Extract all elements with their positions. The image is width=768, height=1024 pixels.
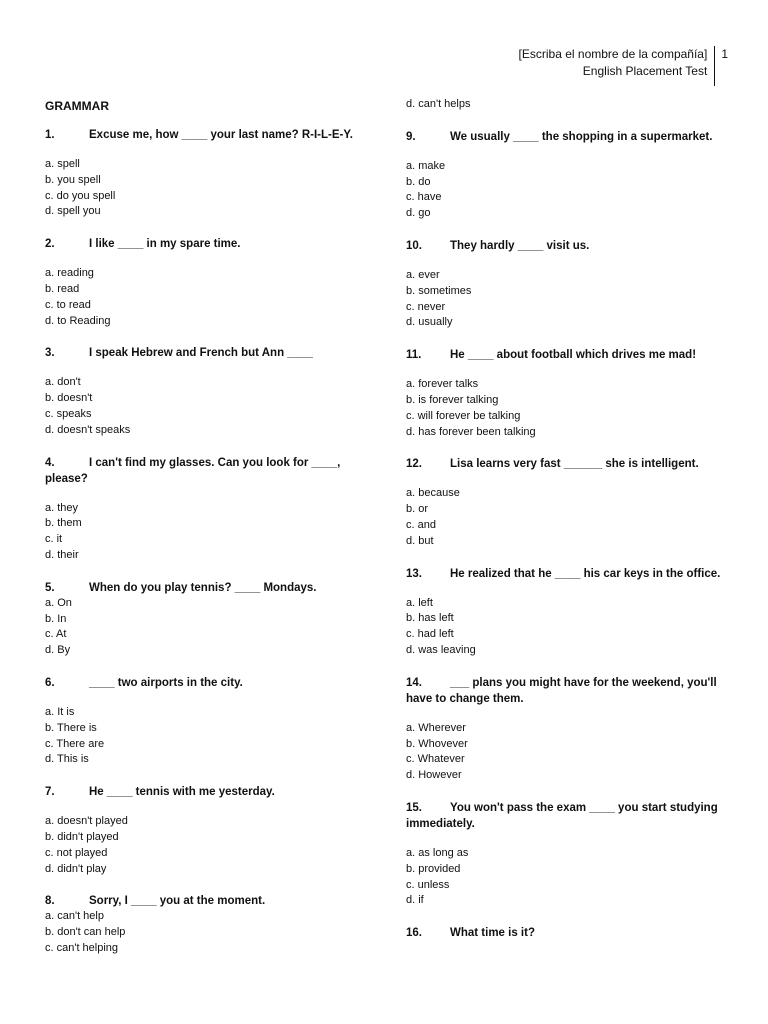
question-text: I can't find my glasses. Can you look for ____, please? xyxy=(45,456,341,485)
answer-option: d. didn't play xyxy=(45,862,107,875)
question-number: 5. xyxy=(45,581,55,594)
answer-option: a. as long as xyxy=(406,846,469,859)
answer-option: d. spell you xyxy=(45,205,101,218)
question-4 xyxy=(45,455,365,487)
question-number: 9. xyxy=(406,130,416,143)
answer-option: b. do xyxy=(406,175,431,188)
question-text: I speak Hebrew and French but Ann ____ xyxy=(89,347,313,360)
question-text: He ____ about football which drives me mad! xyxy=(450,349,697,362)
answer-option: c. At xyxy=(45,628,67,641)
answer-option: c. do you spell xyxy=(45,189,116,202)
answer-option: d. However xyxy=(406,769,462,782)
answer-option: d. but xyxy=(406,534,434,547)
answer-options xyxy=(406,159,726,222)
carryover-option: d. can't helps xyxy=(406,98,471,110)
answer-option: b. There is xyxy=(45,721,97,734)
answer-option: c. it xyxy=(45,533,63,546)
answer-option: a. spell xyxy=(45,158,80,170)
left-question-list xyxy=(45,127,365,957)
answer-option: b. In xyxy=(45,612,67,625)
answer-option: b. you spell xyxy=(45,173,101,186)
answer-option: b. is forever talking xyxy=(406,393,499,406)
answer-option: c. Whatever xyxy=(406,753,465,766)
answer-options xyxy=(45,501,365,564)
question-text: They hardly ____ visit us. xyxy=(450,239,590,252)
answer-option: c. not played xyxy=(45,846,108,859)
question-10 xyxy=(406,238,726,254)
answer-option: a. they xyxy=(45,501,79,514)
question-text: Sorry, I ____ you at the moment. xyxy=(89,895,266,908)
answer-option: a. can't help xyxy=(45,910,104,923)
answer-option: c. unless xyxy=(406,878,450,891)
answer-option: d. was leaving xyxy=(406,643,476,656)
answer-option: d. if xyxy=(406,894,424,907)
right-column xyxy=(406,97,726,955)
answer-option: a. It is xyxy=(45,705,75,718)
answer-option: c. There are xyxy=(45,737,105,750)
answer-option: a. Wherever xyxy=(406,721,466,734)
question-8 xyxy=(45,893,365,909)
answer-option: c. can't helping xyxy=(45,941,119,954)
answer-options xyxy=(406,846,726,909)
answer-options xyxy=(45,909,365,956)
answer-options xyxy=(406,721,726,784)
answer-option: d. has forever been talking xyxy=(406,425,536,438)
answer-option: d. to Reading xyxy=(45,314,111,327)
answer-option: a. forever talks xyxy=(406,378,479,391)
answer-options xyxy=(45,266,365,329)
question-number: 16. xyxy=(406,927,422,940)
answer-option: b. has left xyxy=(406,612,454,625)
answer-option: d. go xyxy=(406,207,431,220)
question-text: Excuse me, how ____ your last name? R-I-L-E-Y. xyxy=(89,129,353,141)
document-title: English Placement Test xyxy=(582,64,708,78)
answer-option: a. left xyxy=(406,596,433,609)
question-2 xyxy=(45,236,365,252)
section-title: GRAMMAR xyxy=(45,99,109,113)
answer-options xyxy=(45,596,365,659)
question-text: We usually ____ the shopping in a supermarket. xyxy=(450,130,713,143)
question-text: I like ____ in my spare time. xyxy=(89,238,241,251)
question-text: You won't pass the exam ____ you start studying immediately. xyxy=(406,801,718,830)
question-number: 11. xyxy=(406,349,422,362)
answer-option: c. to read xyxy=(45,298,91,311)
question-number: 7. xyxy=(45,786,55,799)
question-text: ___ plans you might have for the weekend, you'll have to change them. xyxy=(406,676,717,705)
question-number: 2. xyxy=(45,238,55,251)
answer-option: a. On xyxy=(45,596,72,609)
answer-option: b. didn't played xyxy=(45,830,119,843)
question-text: ____ two airports in the city. xyxy=(89,676,243,689)
answer-option: a. don't xyxy=(45,376,81,389)
answer-options xyxy=(45,375,365,438)
left-column xyxy=(45,97,365,973)
question-text: He realized that he ____ his car keys in the office. xyxy=(450,567,721,580)
page-header xyxy=(519,46,728,86)
question-number: 1. xyxy=(45,129,55,141)
question-14 xyxy=(406,675,726,707)
answer-option: b. sometimes xyxy=(406,284,472,297)
question-number: 8. xyxy=(45,895,55,908)
question-number: 14. xyxy=(406,676,422,689)
answer-option: a. doesn't played xyxy=(45,815,128,828)
answer-option: c. never xyxy=(406,300,446,313)
question-number: 3. xyxy=(45,347,55,360)
answer-option: b. don't can help xyxy=(45,926,126,939)
answer-option: a. because xyxy=(406,487,460,500)
answer-option: b. Whovever xyxy=(406,737,468,750)
question-text: When do you play tennis? ____ Mondays. xyxy=(89,581,317,594)
answer-option: b. them xyxy=(45,517,82,530)
question-text: What time is it? xyxy=(450,927,535,940)
question-3 xyxy=(45,345,365,361)
answer-options xyxy=(406,268,726,331)
question-text: Lisa learns very fast ______ she is intelligent. xyxy=(450,458,699,471)
answer-options xyxy=(406,377,726,440)
answer-option: d. their xyxy=(45,548,79,561)
question-number: 4. xyxy=(45,456,55,469)
answer-options xyxy=(45,814,365,877)
answer-options xyxy=(406,486,726,549)
answer-option: a. make xyxy=(406,159,446,172)
question-9 xyxy=(406,129,726,145)
question-13 xyxy=(406,566,726,582)
question-11 xyxy=(406,347,726,363)
page-number: 1 xyxy=(721,47,728,61)
company-placeholder: [Escriba el nombre de la compañía] xyxy=(518,47,708,61)
question-1 xyxy=(45,127,365,143)
question-number: 6. xyxy=(45,676,55,689)
question-number: 15. xyxy=(406,801,422,814)
question-number: 10. xyxy=(406,239,422,252)
answer-option: b. read xyxy=(45,282,80,295)
answer-option: d. usually xyxy=(406,316,453,329)
question-15 xyxy=(406,800,726,832)
answer-option: d. This is xyxy=(45,753,89,766)
answer-option: a. ever xyxy=(406,268,440,281)
answer-option: c. have xyxy=(406,191,442,204)
question-6 xyxy=(45,675,365,691)
answer-option: a. reading xyxy=(45,267,94,280)
header-text xyxy=(519,46,715,80)
answer-option: b. provided xyxy=(406,862,461,875)
answer-option: c. will forever be talking xyxy=(406,409,521,422)
answer-option: b. doesn't xyxy=(45,392,93,405)
answer-option: b. or xyxy=(406,503,429,516)
answer-options xyxy=(45,705,365,768)
answer-option: c. had left xyxy=(406,628,454,641)
answer-option: c. and xyxy=(406,518,436,531)
answer-option: d. doesn't speaks xyxy=(45,423,131,436)
answer-option: c. speaks xyxy=(45,407,92,420)
question-number: 12. xyxy=(406,458,422,471)
question-text: He ____ tennis with me yesterday. xyxy=(89,786,275,799)
right-question-list xyxy=(406,129,726,941)
question-5 xyxy=(45,580,365,596)
question-number: 13. xyxy=(406,567,422,580)
answer-option: d. By xyxy=(45,644,71,657)
question-12 xyxy=(406,456,726,472)
question-16 xyxy=(406,925,726,941)
question-7 xyxy=(45,784,365,800)
answer-options xyxy=(406,596,726,659)
answer-options xyxy=(45,157,365,220)
